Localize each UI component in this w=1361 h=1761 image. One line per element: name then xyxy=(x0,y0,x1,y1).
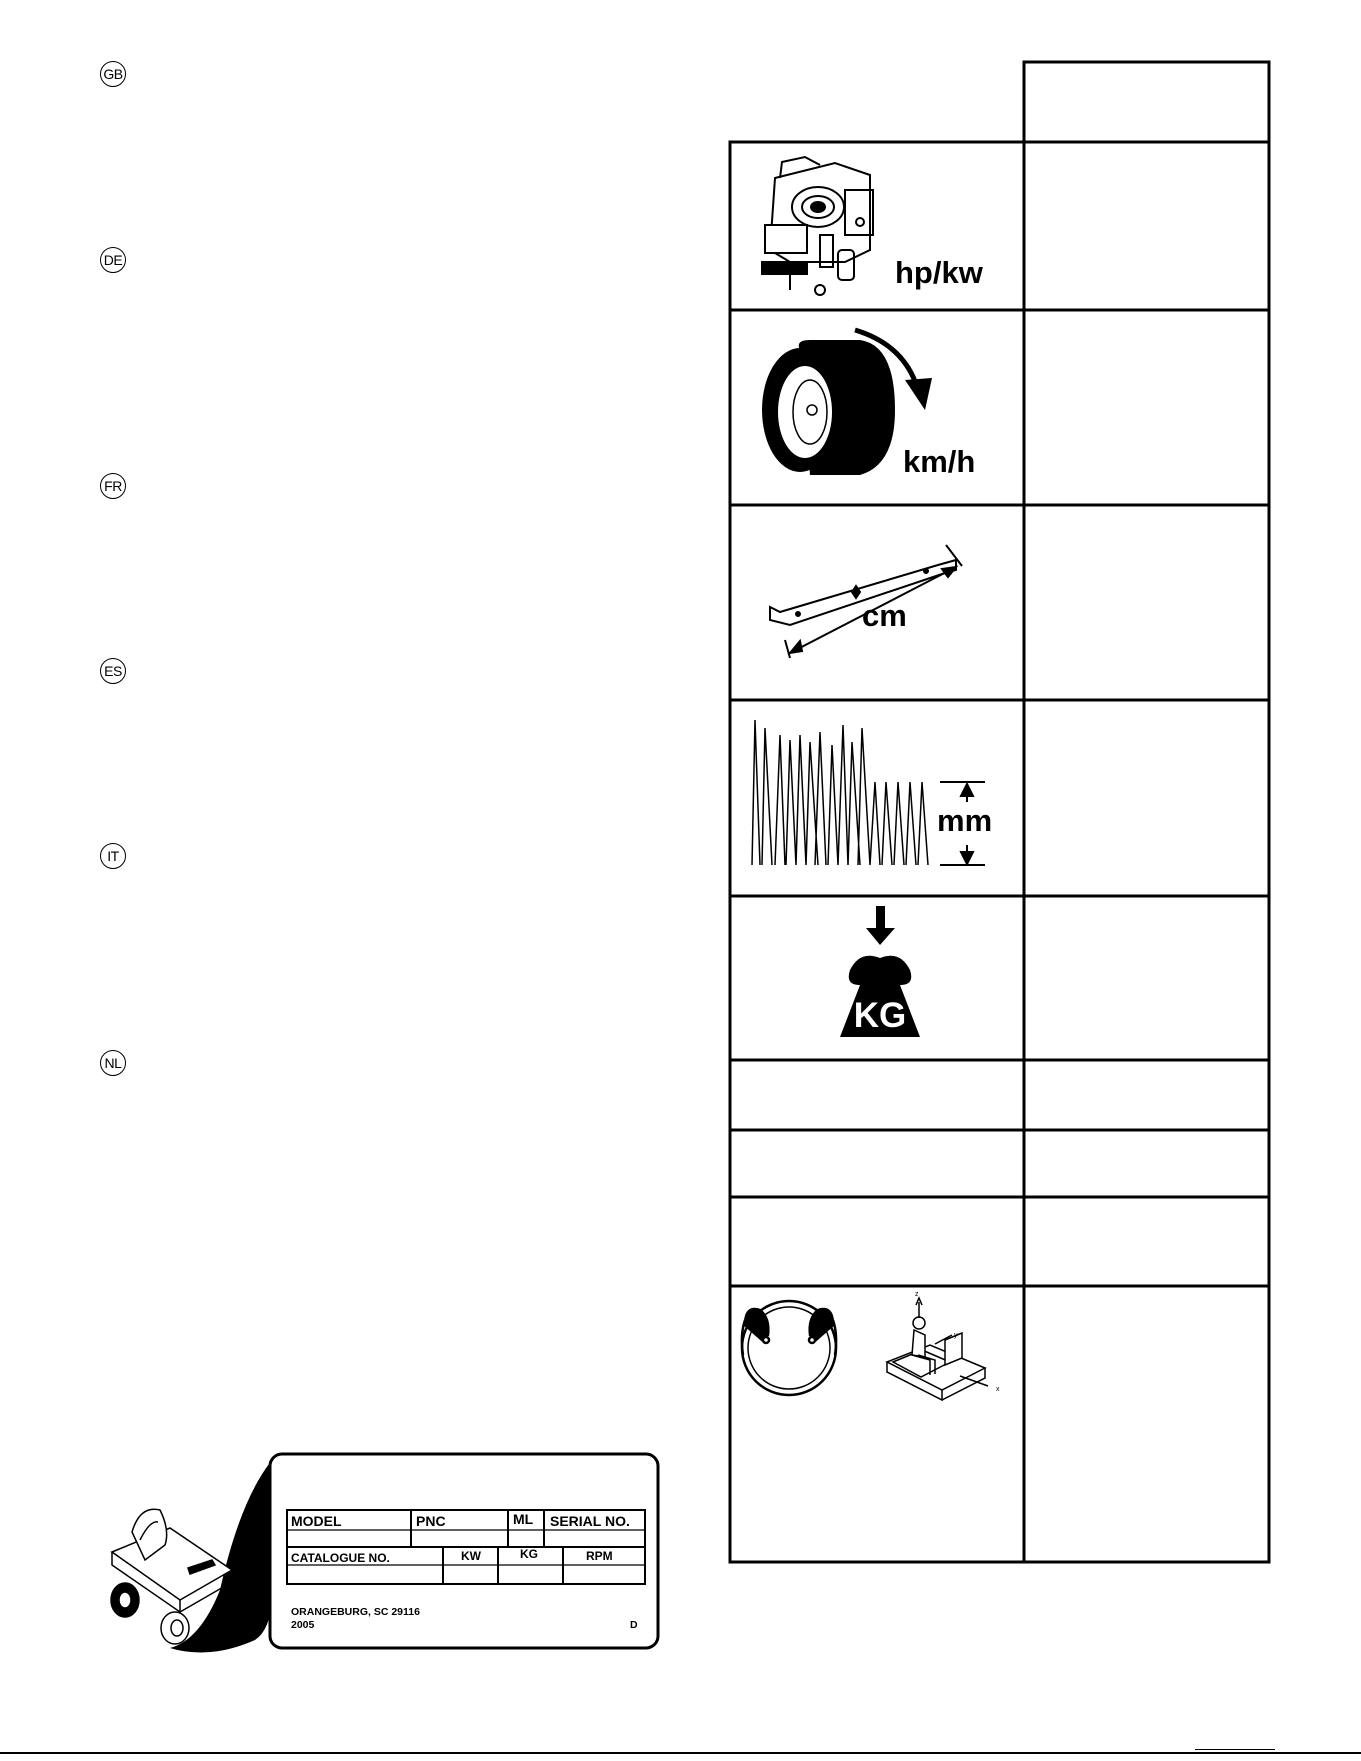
plate-kw-label: KW xyxy=(461,1549,481,1563)
plate-ml-label: ML xyxy=(513,1511,534,1527)
plate-model-label: MODEL xyxy=(291,1513,342,1529)
lang-badge-de: DE xyxy=(100,247,126,273)
lang-badge-gb: GB xyxy=(100,61,126,87)
lang-badge-es: ES xyxy=(100,658,126,684)
lang-badge-fr: FR xyxy=(100,473,126,499)
axis-z-label: z xyxy=(915,1291,919,1298)
plate-serial-label: SERIAL NO. xyxy=(550,1513,630,1529)
plate-code: D xyxy=(630,1619,638,1631)
lang-badge-it: IT xyxy=(100,843,126,869)
plate-address: ORANGEBURG, SC 29116 xyxy=(291,1606,420,1618)
engine-unit-label: hp/kw xyxy=(895,255,983,290)
speed-unit-label: km/h xyxy=(903,444,976,479)
lang-badge-nl: NL xyxy=(100,1050,126,1076)
axis-y-label: y xyxy=(954,1332,958,1339)
axis-x-label: x xyxy=(996,1386,1000,1393)
bottom-rule xyxy=(0,1752,1361,1754)
plate-catalogue-label: CATALOGUE NO. xyxy=(291,1551,390,1565)
weight-unit-label: KG xyxy=(853,996,907,1035)
bottom-rule-tick xyxy=(1195,1749,1275,1750)
cutting-height-unit-label: mm xyxy=(937,803,993,838)
plate-pnc-label: PNC xyxy=(416,1513,446,1529)
cutting-width-unit-label: cm xyxy=(862,598,907,633)
plate-kg-label: KG xyxy=(520,1547,538,1561)
plate-rpm-label: RPM xyxy=(586,1549,613,1563)
plate-year: 2005 xyxy=(291,1619,315,1631)
